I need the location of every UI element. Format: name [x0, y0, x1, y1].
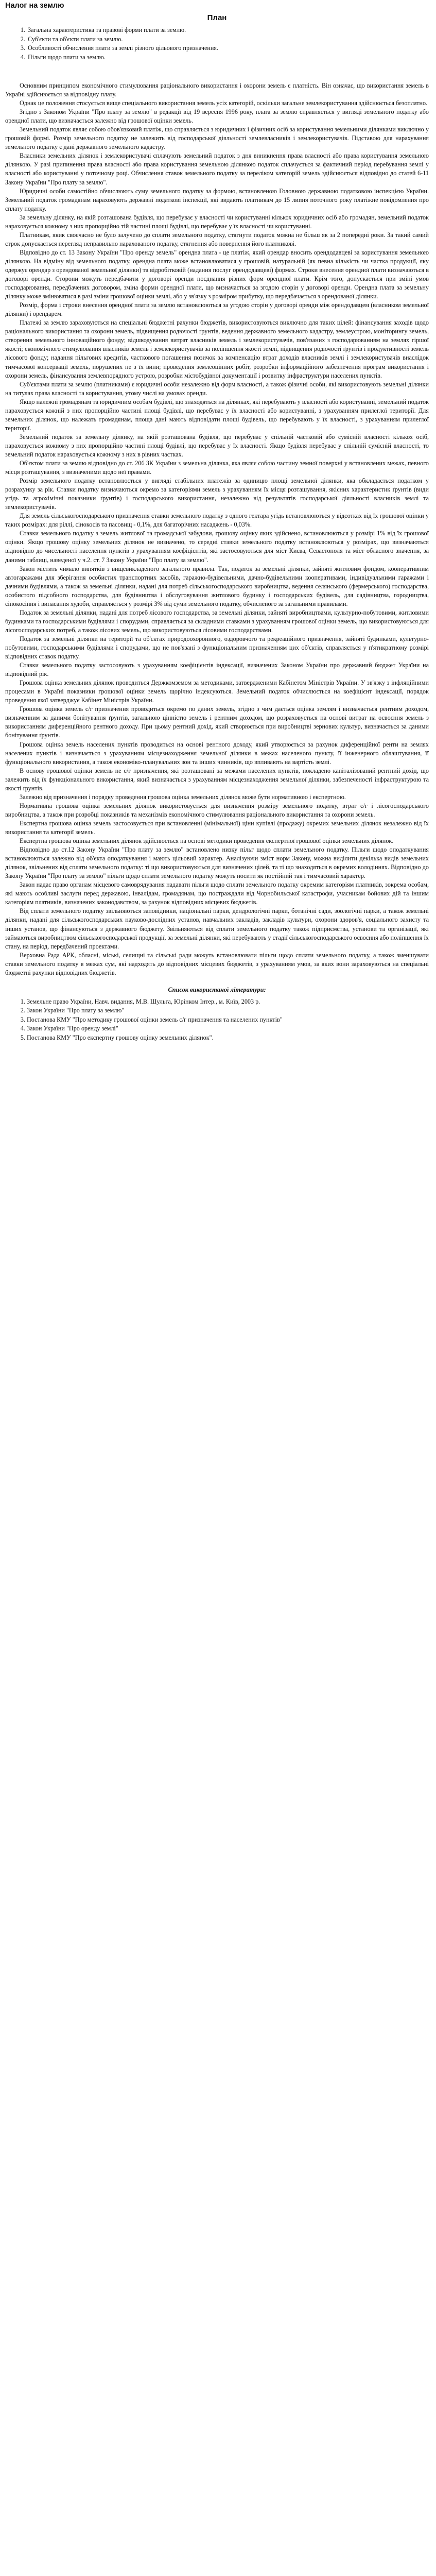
paragraph: Податок за земельні ділянки, надані для потреб лісового господарства, за земельні ділянки, зайняті виробництвами, культурно-побутовими, житловими будинками та господарськими будівлями і спорудами, справляється за складними ставками з урахуванням грошової оцінки земель, що використовуються для лісогосподарських потреб, а також лісових земель, що використовуються лісовими господарствами. — [5, 608, 429, 634]
paragraph: Грошова оцінка земель с/г призначення проводиться окремо по даних земель, згідно з чим дається оцінка землям і визначається рентним доходом, визначенним за даними бонітування ґрунтів, загальною цінністю земель і рентним доходом, що розраховується на основі витрат на освоєння земель з використанням диференційного рентного доходу. При цьому рентний дохід, який створюється при виробництві зернових культур, визначається за даними бонітування ґрунтів. — [5, 705, 429, 739]
document-title: Налог на землю — [5, 2, 64, 10]
paragraph: Ставки земельного податку застосовують з урахуванням коефіцієнтів індексації, визначених Законом України про державний бюджет України на відповідний рік. — [5, 662, 429, 678]
literature-item: 1. Земельне право України, Навч. видання, М.В. Шульга, Юрінком Інтер., м. Київ, 2003 р. — [27, 997, 429, 1007]
paragraph: Юридичні особи самостійно обчислюють суму земельного податку за формою, встановленою Головною державною податковою інспекцією України. Земельний податок громадянам нараховують державні податкові інспекції, які видають платникам до 15 липня поточного року платіжне повідомлення про сплату податку. — [5, 187, 429, 212]
paragraph: Платежі за землю зараховуються на спеціальні бюджетні рахунки бюджетів, використовуються виключно для таких цілей: фінансування заходів щодо раціонального використання та охорони земель, підвищення родючості ґрунтів, ведення державного земельного кадастру, землеустрою, моніторингу земель, створення земельного інноваційного фонду; відшкодування витрат власників земель і землекористувачів, пов'язаних з господарюванням на землях гіршої якості; економічного стимулювання власників земель і землекористувачів за поліпшення якості землі, підвищення родючості ґрунтів і продуктивності земель лісового фонду; надання пільгових кредитів, часткового погашення позичок за компенсацію втрат доходів власників землі і землекористувачів внаслідок тимчасової консервації земель, порушених не з їх вини; проведення землеоцінних робіт, розробки інформаційного забезпечення програм використання і охорони земель, фінансування землевпорядного устрою, розробки містобудівної документації і розвитку інфраструктури населених пунктів. — [5, 319, 429, 379]
literature-list — [5, 997, 429, 1043]
paragraph: Нормативна грошова оцінка земельних ділянок використовується для визначення розміру земельного податку, втрат с/г і лісогосподарського виробництва, а також при розробці показників та механізмів економічного стимулювання раціонального використання та охорони земель. — [5, 802, 429, 818]
paragraph: Суб'єктами плати за землю (платниками) є юридичні особи незалежно від форм власності, а також фізичні особи, які використовують земельні ділянки на титулах права власності та користування, утому числі на умовах оренди. — [5, 380, 429, 397]
paragraph: Залежно від призначення і порядку проведення грошова оцінка земельних ділянок може бути нормативною і експертною. — [20, 793, 346, 801]
paragraph: Відповідно до ст.12 Закону України "Про плату за землю" встановлено низку пільг щодо сплати земельного податку. Пільги щодо оподаткування встановлюються залежно від об'єкта оподаткування і мають цільовий характер. Аналізуючи зміст норм Закону, можна виділити декілька видів земельних ділянок, звільнених від сплати земельного податку: ті що використовуються для визначених цілей, та ті що знаходяться в окремих володіннях. Відповідно до Закону України "Про плату за землю" пільги щодо сплати земельного податку можуть носити як постійний так і тимчасовий характер. — [5, 846, 429, 880]
paragraph: Грошова оцінка земельних ділянок проводиться Держкомземом за методиками, затвердженими Кабінетом Міністрів України. У зв'язку з інфляційними процесами в Україні показники грошової оцінки земель щорічно індексуються. Земельний податок обчислюється на коефіцієнт індексації, порядок проведення якої затверджує Кабінет Міністрів України. — [5, 679, 429, 704]
plan-list — [5, 26, 429, 62]
paragraph: Якщо належні громадянам та юридичним особам будівлі, що знаходяться на ділянках, які перебувають у власності або користуванні, земельний податок нараховується кожній з них пропорційно частині площі будівлі, що перебуває у їх власності або користуванні, з урахуванням прилеглої території. Для земельних ділянок, що належать громадянам, площа дані мають відповідати площі будівель, що перебувають у їх власності, з урахуванням прилеглої території. — [5, 398, 429, 432]
plan-item: 3. Особливості обчислення плати за землі різного цільового призначення. — [27, 44, 429, 53]
paragraph: Земельний податок за земельну ділянку, на якій розташована будівля, що перебуває у спільній частковій або сумісній власності кількох осіб, нараховується кожному з них пропорційно частині площі будівлі, що перебуває у їх власності. Якщо будівля перебуває у спільній сумісній власності, то земельний податок нараховується кожному з них в рівних частках. — [5, 433, 429, 458]
body-text — [5, 81, 429, 977]
paragraph: Однак це положення стосується вище спеціального використання земель усіх категорій, оскільки загальне землекористування здійснюється безоплатно. — [20, 99, 428, 107]
paragraph: Грошова оцінка земель населених пунктів проводиться на основі рентного доходу, який утворюється за рахунок диференційної ренти на землях населених пунктів і визначається з урахуванням місцезнаходження земельної ділянки в межах населеного пункту, її інженерного облаштування, її функціонального використання, а також економіко-планувальних зон та інших чинників, що впливають на вартість землі. — [5, 740, 429, 766]
plan-item: 1. Загальна характеристика та правові форми плати за землю. — [27, 26, 429, 35]
paragraph: Ставки земельного податку з земель житлової та громадської забудови, грошову оцінку яких здійснено, встановлюються у розмірі 1% від їх грошової оцінки. Якщо грошову оцінку земельних ділянок не визначено, то середні ставки земельного податку встановлюються у розмірах, що визначаються відповідно до чисельності населення пунктів з урахуванням коефіцієнтів, які застосовуються для міст Києва, Севастополя та міст обласного значення, за даними таблиці, наведеної у ч.2. ст. 7 Закону України "Про плату за землю". — [5, 530, 429, 564]
paragraph: Відповідно до ст. 13 Закону України "Про оренду земель" орендна плата - це платіж, який орендар вносить орендодавцеві за користування земельною ділянкою. На відміну від земельного податку, орендна плата може встановлюватися у грошовій, натуральній (як певна кількість чи частка продукції, яку одержує орендар з орендованої земельної ділянки) та відробітковій (надання послуг орендодавцеві) формах. Строки внесення орендної плати визначаються в договорі оренди. Сторони можуть передбачити у договорі оренди поєднання різних форм орендної плати. Крім того, допускається при зміні умов господарювання, передбачених договором, зміна форми орендної плати, що визначається за згодою сторін у договорі оренди. Орендна плата за земельну ділянку може змінюватися в разі зміни грошової оцінки землі, або у зв'язку з розміром прибутку, що передбачається з орендованої ділянки. — [5, 248, 429, 300]
plan-item: 4. Пільги щодо плати за землю. — [27, 53, 429, 62]
paragraph: Закон надає право органам місцевого самоврядування надавати пільги щодо сплати земельного податку окремим категоріям платників, зокрема особам, які мають особливі заслуги перед державою, інвалідам, громадянам, що постраждали від Чорнобильської катастрофи, учасникам бойових дій та іншим категоріям платників, визначених законодавством, за рахунок відповідних місцевих бюджетів. — [5, 881, 429, 906]
literature-item: 3. Постанова КМУ "Про методику грошової оцінки земель с/г призначення та населених пунктів" — [27, 1015, 429, 1025]
paragraph: За земельну ділянку, на якій розташована будівля, що перебуває у власності чи користуванні кількох юридичних осіб або громадян, земельний податок нараховується кожному з них пропорційно тій частині площі будівлі, що перебуває у їх власності чи користуванні. — [5, 213, 429, 230]
paragraph: В основу грошової оцінки земель не с/г призначення, які розташовані за межами населених пунктів, покладено капіталізований рентний дохід, що залежить від їх функціонального використання, який визначається з урахуванням місцезнаходження земельної ділянки, забезпеченості інфраструктурою та якості ґрунтів. — [5, 767, 429, 792]
literature-item: 2. Закон України "Про плату за землю" — [27, 1006, 429, 1015]
spacer — [5, 62, 429, 81]
literature-item: 5. Постанова КМУ "Про експертну грошову оцінку земельних ділянок". — [27, 1033, 429, 1043]
paragraph: Земельний податок являє собою обов'язковий платіж, що справляється з юридичних і фізичних осіб за користування земельними ділянками виключно у грошовій формі. Розмір земельного податку не залежить від господарської діяльності землевласників і землекористувачів. Підставою для нарахування земельного податку є дані державного земельного кадастру. — [5, 126, 429, 151]
paragraph: Власники земельних ділянок і землекористувачі сплачують земельний податок з дня виникнення права власності або права користування земельною ділянкою. У разі припинення права власності або права користування земельною ділянкою податок сплачується за фактичний період перебування землі у власності або користуванні у поточному році. Обчислення ставок земельного податку за переліком категорій земель здійснюється відповідно до статей 6-11 Закону України "Про плату за землю". — [5, 152, 429, 186]
literature-item: 4. Закон України "Про оренду землі" — [27, 1024, 429, 1033]
paragraph: Для земель сільськогосподарського призначення ставки земельного податку з одного гектара угідь встановлюються у відсотках від їх грошової оцінки у таких розмірах: для ріллі, сінокосів та пасовищ - 0,1%, для багаторічних насаджень - 0,03%. — [5, 512, 429, 529]
paragraph: Верховна Рада АРК, обласні, міські, селищні та сільські ради можуть встановлювати пільги щодо сплати земельного податку, а також зменшувати ставки земельного податку в межах сум, які надходять до відповідних місцевих бюджетів, з урахуванням умов, за яких вони зараховуються на спеціальні бюджетні рахунки відповідних бюджетів. — [5, 951, 429, 976]
paragraph: Розмір земельного податку встановлюється у вигляді стабільних платежів за одиницю площі земельної ділянки, яка обкладається податком у розрахунку за рік. Ставки податку визначаються окремо за категоріями земель з урахуванням їх місця розташування, якісних характеристик ґрунтів (види угідь та агрохімічні показники ґрунтів) і господарського використання, незалежно від результатів господарської діяльності власників землі та землекористувачів. — [5, 477, 429, 511]
plan-item: 2. Суб'єкти та об'єкти плати за землю. — [27, 35, 429, 44]
paragraph: Розмір, форма і строки внесення орендної плати за землю встановлюються за угодою сторін у договорі оренди між орендодавцем (власником земельної ділянки) і орендарем. — [5, 301, 429, 318]
paragraph: Податок за земельні ділянки на території та об'єктах природоохоронного, оздоровчого та рекреаційного призначення, зайняті будинками, культурно-побутовими, господарськими будівлями і спорудами, що не пов'язані з функціональним призначенням цих об'єктів, справляється у п'ятикратному розмірі відповідних ставок податку. — [5, 635, 429, 660]
plan-heading: План — [207, 13, 227, 22]
document-page — [0, 1, 436, 1042]
paragraph: Згідно з Законом України "Про плату за землю" в редакції від 19 вересня 1996 року, плата за землю справляється у вигляді земельного податку або орендної плати, що визначається залежно від грошової оцінки земель. — [5, 108, 429, 125]
paragraph: Платникам, якик своєчасно не було залучено до сплати земельного податку, стягнути податок можна не більш як за 2 попередні роки. За такий самий строк допускається перегляд неправильно нарахованого податку, стягнення або повернення його платникові. — [5, 231, 429, 247]
paragraph: Експертна грошова оцінка земель застосовується при встановленні (мінімальної) ціни купівлі (продажу) окремих земельних ділянок незалежно від їх використання та категорії земель. — [5, 819, 429, 836]
paragraph: Від сплати земельного податку звільняються заповідники, національні парки, дендрологічні парки, ботанічні сади, зоологічні парки, а також земельні ділянки, надані для сільськогосподарських науково-дослідних установ, навчальних закладів, закладів культури, охорони здоров'я, соціального захисту та інших установ, що фінансуються з державного бюджету. Звільняються від сплати земельного податку також підприємства, установи та організації, які займаються виробництвом сільськогосподарської продукції, за земельні ділянки, які перебувають у стадії сільськогосподарського освоєння або поліпшення їх стану, на період, передбачений проектами. — [5, 907, 429, 950]
paragraph: Експертна грошова оцінка земельних ділянок здійснюється на основі методики проведення експертної грошової оцінки земельних ділянок. — [20, 837, 394, 845]
paragraph: Основним принципом економічного стимулювання раціонального використання і охорони земель є платність. Він означає, що використання земель в Україні здійснюється за відповідну плату. — [5, 82, 429, 98]
paragraph: Закон містить чимало винятків з вищевикладеного загального правила. Так, податок за земельні ділянки, зайняті житловим фондом, кооперативним автогаражами для зберігання особистих транспортних засобів, гаражно-будівельними, дачно-будівельними кооперативами, індивідуальними гаражами і дачними будівлями, а також за земельні ділянки, надані для потреб сільськогосподарського виробництва, ведення селянського (фермерського) господарства, особистого підсобного господарства, для будівництва і обслуговування житлового будинку і господарських будівель, для садівництва, городництва, сінокосіння і випасання худоби, справляється у розмірі 3% від суми земельного податку, обчисленого за загальними правилами. — [5, 565, 429, 607]
paragraph: Об'єктом плати за землю відповідно до ст. 206 ЗК України з земельна ділянка, яка являє собою частину земної поверхні у встановлених межах, певного місця розташування, з визначеними щодо неї правами. — [5, 460, 429, 476]
literature-heading: Список використаної літератури: — [168, 986, 266, 993]
